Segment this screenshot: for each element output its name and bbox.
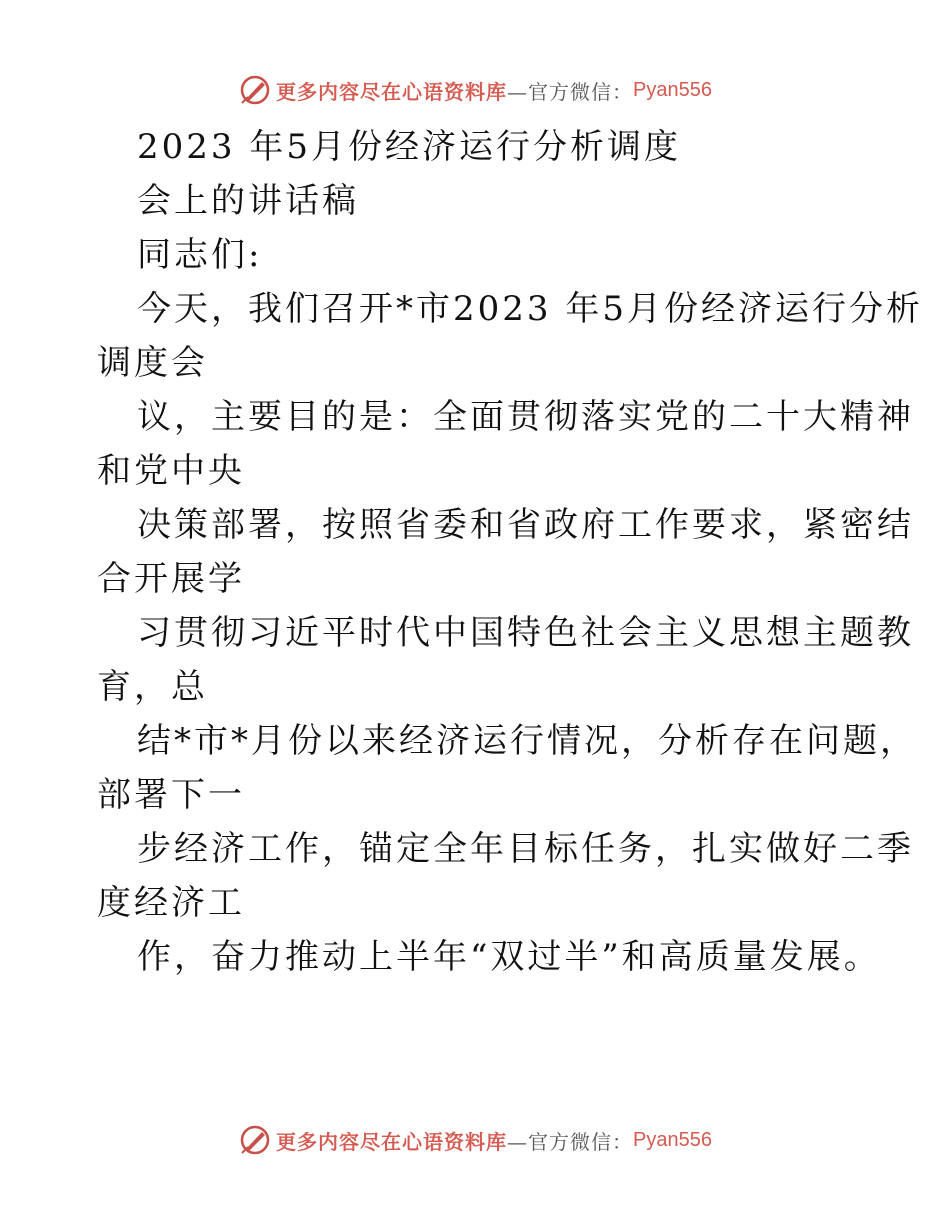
banner-wechat-id: Pyan556 — [633, 1128, 712, 1151]
title-line-2: 会上的讲话稿 — [137, 181, 359, 221]
paragraph-line: 部署下一 — [97, 775, 245, 815]
paragraph-line: 合开展学 — [97, 559, 245, 599]
paragraph-line: 习贯彻习近平时代中国特色社会主义思想主题教 — [137, 613, 914, 653]
banner-separator-text: —官方微信： — [507, 1129, 634, 1154]
paragraph-line: 结*市*月份以来经济运行情况，分析存在问题， — [137, 721, 917, 761]
paragraph-line: 今天，我们召开*市2023 年5月份经济运行分析 — [137, 289, 923, 329]
title-line-1: 2023 年5月份经济运行分析调度 — [137, 127, 681, 167]
banner-wechat-id: Pyan556 — [633, 78, 712, 101]
banner-separator-text: —官方微信： — [507, 79, 634, 104]
document-body — [97, 120, 923, 984]
paragraph-line: 和党中央 — [97, 451, 245, 491]
paragraph-line: 育，总 — [97, 667, 208, 707]
feather-pen-logo-icon — [238, 73, 272, 107]
salutation-line: 同志们: — [137, 235, 263, 275]
banner-main-text: 更多内容尽在心语资料库 — [276, 79, 508, 104]
paragraph-line: 议，主要目的是：全面贯彻落实党的二十大精神 — [137, 397, 914, 437]
banner-main-text: 更多内容尽在心语资料库 — [276, 1129, 508, 1154]
paragraph-line: 度经济工 — [97, 883, 245, 923]
paragraph-line: 步经济工作，锚定全年目标任务，扎实做好二季 — [137, 829, 914, 869]
paragraph-line: 调度会 — [97, 343, 208, 383]
header-watermark-banner — [0, 70, 950, 110]
paragraph-line: 决策部署，按照省委和省政府工作要求，紧密结 — [137, 505, 914, 545]
footer-watermark-banner — [0, 1120, 950, 1160]
feather-pen-logo-icon — [238, 1123, 272, 1157]
paragraph-line: 作，奋力推动上半年“双过半”和高质量发展。 — [137, 937, 881, 977]
